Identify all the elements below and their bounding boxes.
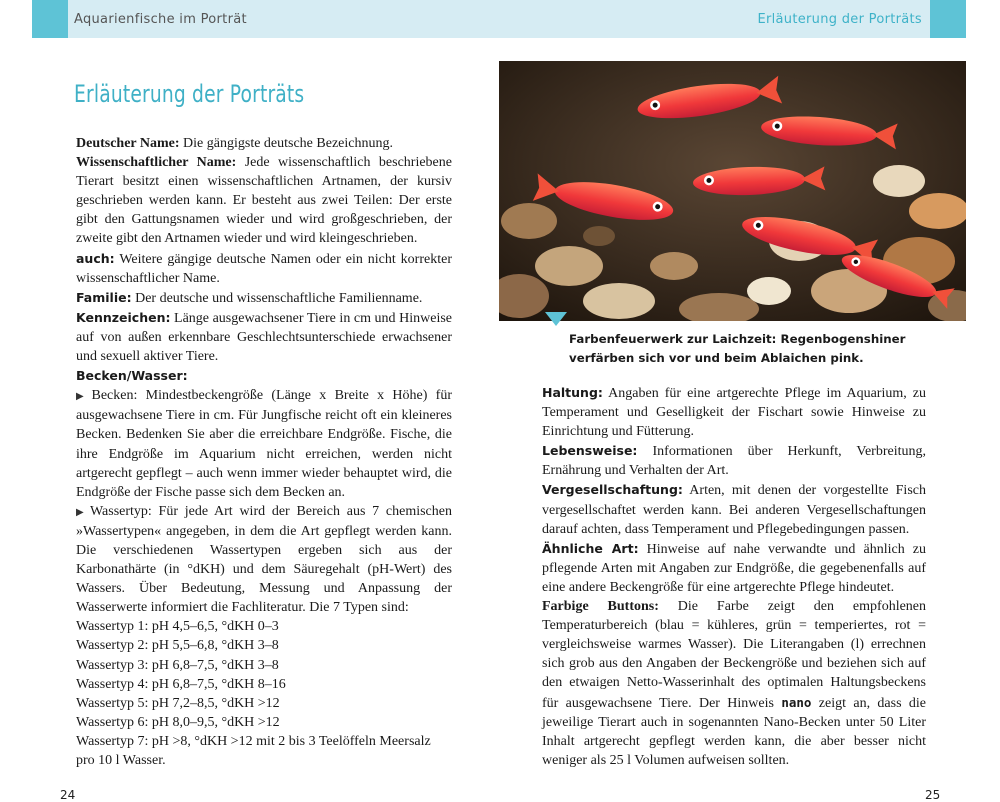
fish-photo bbox=[499, 61, 966, 321]
definition-lebensweise bbox=[542, 441, 926, 480]
term-label: Deutscher Name: bbox=[76, 136, 180, 151]
term-label: Wissenschaftlicher Name: bbox=[76, 155, 237, 171]
term-label: Vergesellschaftung: bbox=[542, 482, 683, 498]
definition-kennzeichen bbox=[76, 308, 452, 366]
term-label: Haltung: bbox=[542, 385, 603, 400]
definition-auch bbox=[76, 249, 452, 288]
header-tab-left bbox=[32, 0, 68, 38]
definition-familie bbox=[76, 288, 452, 308]
page-number-right: 25 bbox=[925, 788, 941, 802]
rainbow-shiner-illustration bbox=[499, 61, 966, 321]
running-header-left: Aquarienfische im Porträt bbox=[74, 12, 247, 27]
definition-haltung bbox=[542, 383, 926, 441]
term-text: Weitere gängige deutsche Namen oder ein nicht korrekter wissenschaftlicher Name. bbox=[76, 251, 452, 286]
nano-badge: nano bbox=[781, 694, 812, 710]
running-header-right: Erläuterung der Porträts bbox=[757, 12, 922, 27]
term-label: Lebensweise: bbox=[542, 443, 638, 459]
term-label: Farbige Buttons: bbox=[542, 599, 659, 615]
water-type-1: Wassertyp 1: pH 4,5–6,5, °dKH 0–3 bbox=[76, 619, 279, 635]
definition-wissenschaftlicher-name bbox=[76, 153, 452, 248]
water-type-2: Wassertyp 2: pH 5,5–6,8, °dKH 3–8 bbox=[76, 638, 279, 654]
wassertyp-bullet bbox=[76, 502, 452, 618]
left-column bbox=[76, 134, 452, 770]
triangle-bullet-icon: ▶ bbox=[76, 506, 87, 518]
wassertyp-bullet-text: Wassertyp: Für jede Art wird der Bereich aus 7 chemischen »Wassertypen« angegeben, in dem die Art gepflegt werden kann. Die verschiedenen Wassertypen ergeben sich aus der Karbonathärte (in °dKH) und dem Säuregehalt (pH-Wert) des Wassers. Über Bedeutung, Messung und Anpassung der Wasserwerte informiert die Fachliteratur. Die 7 Typen sind: bbox=[76, 503, 452, 616]
page-number-left: 24 bbox=[60, 788, 76, 802]
water-type-3: Wassertyp 3: pH 6,8–7,5, °dKH 3–8 bbox=[76, 657, 279, 673]
triangle-bullet-icon: ▶ bbox=[76, 391, 89, 403]
term-text-continued: zeigt an, dass die jeweilige Tierart auch in sogenannten Nano-Becken unter 50 Liter Inhalt artgerecht gepflegt werden kann, die aber besser nicht weniger als 25 l Volumen aufweisen sollten. bbox=[542, 695, 926, 768]
water-type-7: Wassertyp 7: pH >8, °dKH >12 mit 2 bis 3 Teelöffeln Meersalz pro 10 l Wasser. bbox=[76, 733, 431, 768]
header-tab-right bbox=[930, 0, 966, 38]
term-text: Arten, mit denen der vorgestellte Fisch vergesellschaftet werden kann. Bei anderen Vergesellschaftungen darauf achten, dass Temperament und Pflegebedingungen passen. bbox=[542, 483, 926, 537]
photo-caption: Farbenfeuerwerk zur Laichzeit: Regenbogenshiner verfärben sich vor und beim Ablaichen pink. bbox=[569, 332, 906, 365]
term-label: Kennzeichen: bbox=[76, 309, 171, 325]
term-label: Ähnliche Art: bbox=[542, 540, 639, 556]
term-text: Der deutsche und wissenschaftliche Familienname. bbox=[131, 290, 423, 306]
term-label: auch: bbox=[76, 250, 115, 266]
definition-becken-wasser bbox=[76, 366, 452, 386]
page-title: Erläuterung der Porträts bbox=[74, 80, 305, 108]
definition-farbige-buttons bbox=[542, 597, 926, 770]
term-text: Hinweise auf nahe verwandte und ähnlich zu pflegende Arten mit Angaben zur Endgröße, die gegebenenfalls auf eine andere Beckengröße für eine artgerechte Pflege hindeutet. bbox=[542, 541, 927, 595]
term-text: Länge ausgewachsener Tiere in cm und Hinweise auf von außen erkennbare Geschlechtsunterschiede erwachsener und sexuell aktiver Tiere. bbox=[76, 310, 452, 365]
water-type-5: Wassertyp 5: pH 7,2–8,5, °dKH >12 bbox=[76, 695, 280, 711]
term-text: Informationen über Herkunft, Verbreitung, Ernährung und Verhalten der Art. bbox=[542, 444, 926, 479]
right-column bbox=[542, 383, 926, 770]
term-label: Familie: bbox=[76, 289, 132, 305]
definition-vergesellschaftung bbox=[542, 480, 926, 538]
term-label: Becken/Wasser: bbox=[76, 368, 188, 384]
becken-bullet bbox=[76, 386, 452, 502]
water-type-4: Wassertyp 4: pH 6,8–7,5, °dKH 8–16 bbox=[76, 676, 286, 692]
term-text: Angaben für eine artgerechte Pflege im Aquarium, zu Temperament und Geselligkeit der Fischart sowie Hinweise zu Einrichtung und Fütterung. bbox=[542, 386, 926, 440]
water-type-6: Wassertyp 6: pH 8,0–9,5, °dKH >12 bbox=[76, 714, 280, 730]
term-text: Die Farbe zeigt den empfohlenen Temperaturbereich (blau = kühleres, grün = temperiertes, rot = vergleichsweise warmes Wasser). Die Literangaben (l) errechnen sich grob aus den Angaben der Beckengröße und beziehen sich auf den etwaigen Netto-Wasserinhalt des optimalen Haltungsbeckens für ausgewachsene Tiere. Der Hinweis bbox=[542, 599, 927, 711]
caption-marker-icon bbox=[545, 312, 567, 326]
term-text: Jede wissenschaftlich beschriebene Tierart besitzt einen wissenschaftlichen Artnamen, der kursiv geschrieben werden kann. Er besteht aus zwei Teilen: Der erste gibt den Gattungsnamen wieder und wird großgeschrieben, der zweite gibt den Artnamen wieder und wird kleingeschrieben. bbox=[76, 155, 452, 247]
becken-bullet-text: Becken: Mindestbeckengröße (Länge x Breite x Höhe) für ausgewachsene Tiere in cm. Für Jungfische reicht oft ein kleineres Becken. Bedenken Sie aber die erreichbare Endgröße. Fische, die ihre Endgröße im Aquarium nicht erreichen, werden nicht artgerecht gepflegt – auch wenn immer wieder behauptet wird, die Endgröße der Fische passe sich dem Becken an. bbox=[76, 388, 452, 500]
definition-aehnliche-art bbox=[542, 539, 926, 597]
term-text: Die gängigste deutsche Bezeichnung. bbox=[179, 136, 393, 151]
definition-deutscher-name bbox=[76, 134, 452, 153]
